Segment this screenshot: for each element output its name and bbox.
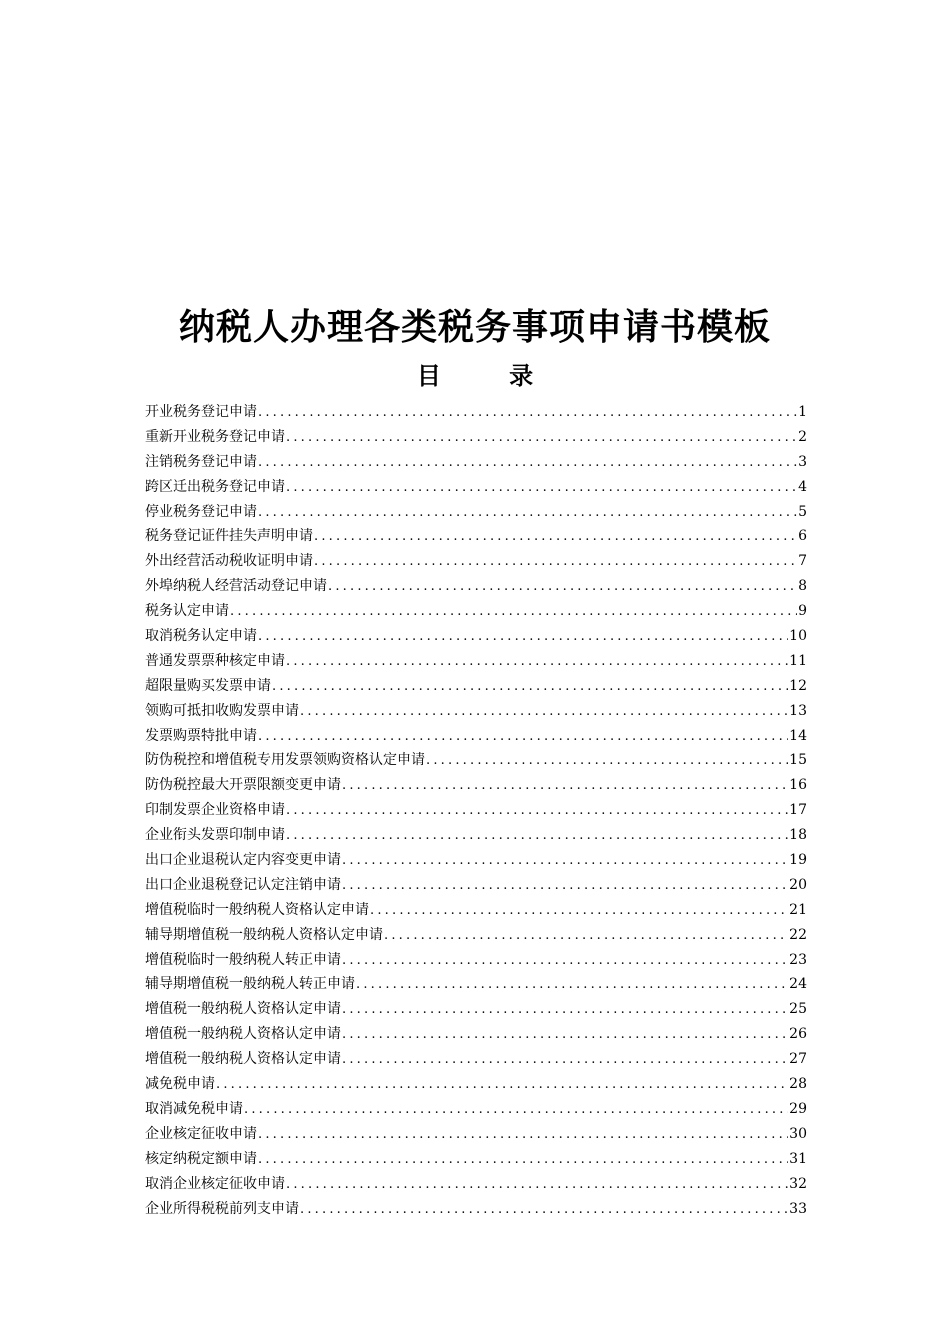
toc-dot-leader	[314, 525, 797, 549]
toc-entry-page-number: 14	[789, 727, 807, 744]
toc-dot-leader	[384, 924, 788, 948]
toc-entry-page-number: 20	[789, 876, 807, 893]
toc-entry[interactable]	[145, 724, 807, 749]
toc-entry-page-number: 11	[789, 652, 807, 669]
toc-entry-page-number: 18	[789, 827, 807, 844]
toc-entry-label: 企业所得税税前列支申请	[145, 1200, 299, 1217]
toc-dot-leader	[258, 725, 788, 749]
toc-entry-label: 税务认定申请	[145, 603, 229, 620]
toc-entry[interactable]	[145, 524, 807, 549]
toc-heading: 目 录	[416, 362, 564, 390]
toc-entry-label: 出口企业退税登记认定注销申请	[145, 876, 341, 893]
toc-entry-page-number: 30	[789, 1125, 807, 1142]
toc-dot-leader	[244, 1098, 788, 1122]
toc-entry-label: 防伪税控最大开票限额变更申请	[145, 777, 341, 794]
table-of-contents	[145, 400, 807, 1221]
toc-entry-label: 领购可抵扣收购发票申请	[145, 702, 299, 719]
toc-dot-leader	[356, 973, 788, 997]
toc-entry-page-number: 23	[789, 951, 807, 968]
toc-dot-leader	[286, 476, 797, 500]
toc-entry-label: 重新开业税务登记申请	[145, 428, 285, 445]
toc-entry[interactable]	[145, 848, 807, 873]
toc-entry-label: 跨区迁出税务登记申请	[145, 478, 285, 495]
toc-dot-leader	[286, 650, 788, 674]
toc-entry-page-number: 5	[798, 503, 807, 520]
toc-entry-label: 普通发票票种核定申请	[145, 652, 285, 669]
toc-entry-label: 企业衔头发票印制申请	[145, 827, 285, 844]
toc-entry-page-number: 25	[789, 1001, 807, 1018]
toc-dot-leader	[258, 1148, 788, 1172]
toc-entry-page-number: 33	[789, 1200, 807, 1217]
toc-entry[interactable]	[145, 1147, 807, 1172]
toc-dot-leader	[286, 799, 788, 823]
toc-entry-label: 外埠纳税人经营活动登记申请	[145, 578, 327, 595]
toc-entry-label: 取消减免税申请	[145, 1100, 243, 1117]
toc-dot-leader	[258, 625, 788, 649]
toc-entry-page-number: 10	[789, 628, 807, 645]
toc-entry[interactable]	[145, 1097, 807, 1122]
toc-dot-leader	[426, 749, 788, 773]
toc-entry-page-number: 17	[789, 802, 807, 819]
toc-entry-page-number: 4	[798, 478, 807, 495]
toc-entry-label: 防伪税控和增值税专用发票领购资格认定申请	[145, 752, 425, 769]
toc-entry[interactable]	[145, 898, 807, 923]
toc-entry-label: 减免税申请	[145, 1076, 215, 1093]
toc-entry[interactable]	[145, 798, 807, 823]
toc-entry[interactable]	[145, 997, 807, 1022]
toc-entry-page-number: 7	[798, 553, 807, 570]
toc-dot-leader	[342, 1048, 788, 1072]
toc-entry-page-number: 31	[789, 1150, 807, 1167]
toc-dot-leader	[286, 426, 797, 450]
toc-entry[interactable]	[145, 549, 807, 574]
toc-entry-page-number: 1	[798, 404, 807, 420]
toc-entry-label: 超限量购买发票申请	[145, 677, 271, 694]
toc-entry-label: 停业税务登记申请	[145, 503, 257, 520]
toc-entry[interactable]	[145, 748, 807, 773]
toc-dot-leader	[216, 1073, 788, 1097]
toc-entry[interactable]	[145, 574, 807, 599]
toc-dot-leader	[300, 700, 788, 724]
toc-entry-page-number: 6	[798, 528, 807, 545]
toc-entry-label: 外出经营活动税收证明申请	[145, 553, 313, 570]
toc-entry[interactable]	[145, 1047, 807, 1072]
toc-entry-page-number: 28	[789, 1076, 807, 1093]
toc-entry-page-number: 27	[789, 1051, 807, 1068]
toc-entry-page-number: 19	[789, 852, 807, 869]
toc-entry-label: 发票购票特批申请	[145, 727, 257, 744]
toc-entry-label: 取消企业核定征收申请	[145, 1175, 285, 1192]
toc-entry-page-number: 15	[789, 752, 807, 769]
toc-dot-leader	[258, 451, 797, 475]
toc-dot-leader	[342, 874, 788, 898]
toc-entry-label: 印制发票企业资格申请	[145, 802, 285, 819]
toc-entry[interactable]	[145, 948, 807, 973]
toc-entry-page-number: 29	[789, 1100, 807, 1117]
toc-entry[interactable]	[145, 873, 807, 898]
toc-dot-leader	[230, 600, 797, 624]
toc-entry-label: 注销税务登记申请	[145, 453, 257, 470]
toc-entry-page-number: 26	[789, 1026, 807, 1043]
toc-dot-leader	[370, 899, 788, 923]
toc-dot-leader	[342, 998, 788, 1022]
toc-entry-label: 增值税一般纳税人资格认定申请	[145, 1051, 341, 1068]
toc-entry-label: 增值税临时一般纳税人转正申请	[145, 951, 341, 968]
toc-entry-label: 企业核定征收申请	[145, 1125, 257, 1142]
toc-entry[interactable]	[145, 649, 807, 674]
toc-dot-leader	[342, 949, 788, 973]
toc-entry-label: 取消税务认定申请	[145, 628, 257, 645]
toc-entry[interactable]	[145, 773, 807, 798]
toc-entry-page-number: 22	[789, 926, 807, 943]
toc-entry-page-number: 24	[789, 976, 807, 993]
toc-entry-label: 税务登记证件挂失声明申请	[145, 528, 313, 545]
toc-entry-page-number: 16	[789, 777, 807, 794]
toc-entry[interactable]	[145, 500, 807, 525]
toc-dot-leader	[314, 550, 797, 574]
toc-entry-label: 开业税务登记申请	[145, 404, 257, 420]
toc-entry[interactable]	[145, 450, 807, 475]
toc-entry[interactable]	[145, 823, 807, 848]
toc-entry-label: 增值税一般纳税人资格认定申请	[145, 1026, 341, 1043]
toc-dot-leader	[272, 675, 788, 699]
toc-entry[interactable]	[145, 425, 807, 450]
toc-entry[interactable]	[145, 972, 807, 997]
toc-entry-page-number: 32	[789, 1175, 807, 1192]
toc-entry-page-number: 3	[798, 453, 807, 470]
toc-entry-label: 出口企业退税认定内容变更申请	[145, 852, 341, 869]
toc-entry[interactable]	[145, 400, 807, 425]
toc-dot-leader	[342, 774, 788, 798]
toc-entry[interactable]	[145, 1122, 807, 1147]
toc-entry-label: 增值税一般纳税人资格认定申请	[145, 1001, 341, 1018]
toc-entry[interactable]	[145, 1172, 807, 1197]
toc-entry-label: 辅导期增值税一般纳税人资格认定申请	[145, 926, 383, 943]
toc-entry-label: 核定纳税定额申请	[145, 1150, 257, 1167]
toc-entry-label: 辅导期增值税一般纳税人转正申请	[145, 976, 355, 993]
toc-entry-page-number: 12	[789, 677, 807, 694]
toc-entry[interactable]	[145, 1197, 807, 1222]
toc-dot-leader	[342, 1023, 788, 1047]
toc-entry-page-number: 9	[798, 603, 807, 620]
toc-entry[interactable]	[145, 624, 807, 649]
toc-dot-leader	[328, 575, 797, 599]
toc-entry-page-number: 2	[798, 428, 807, 445]
toc-entry-page-number: 13	[789, 702, 807, 719]
toc-dot-leader	[342, 849, 788, 873]
toc-entry-page-number: 21	[789, 901, 807, 918]
toc-dot-leader	[286, 824, 788, 848]
toc-dot-leader	[286, 1173, 788, 1197]
toc-entry[interactable]	[145, 923, 807, 948]
toc-entry[interactable]	[145, 674, 807, 699]
toc-entry[interactable]	[145, 1072, 807, 1097]
toc-dot-leader	[258, 401, 797, 425]
toc-entry-page-number: 8	[798, 578, 807, 595]
toc-entry-label: 增值税临时一般纳税人资格认定申请	[145, 901, 369, 918]
toc-entry[interactable]	[145, 475, 807, 500]
toc-entry[interactable]	[145, 699, 807, 724]
toc-dot-leader	[258, 501, 797, 525]
toc-entry[interactable]	[145, 1022, 807, 1047]
toc-entry[interactable]	[145, 599, 807, 624]
document-title: 纳税人办理各类税务事项申请书模板	[178, 307, 771, 348]
toc-dot-leader	[300, 1198, 788, 1222]
toc-dot-leader	[258, 1123, 788, 1147]
